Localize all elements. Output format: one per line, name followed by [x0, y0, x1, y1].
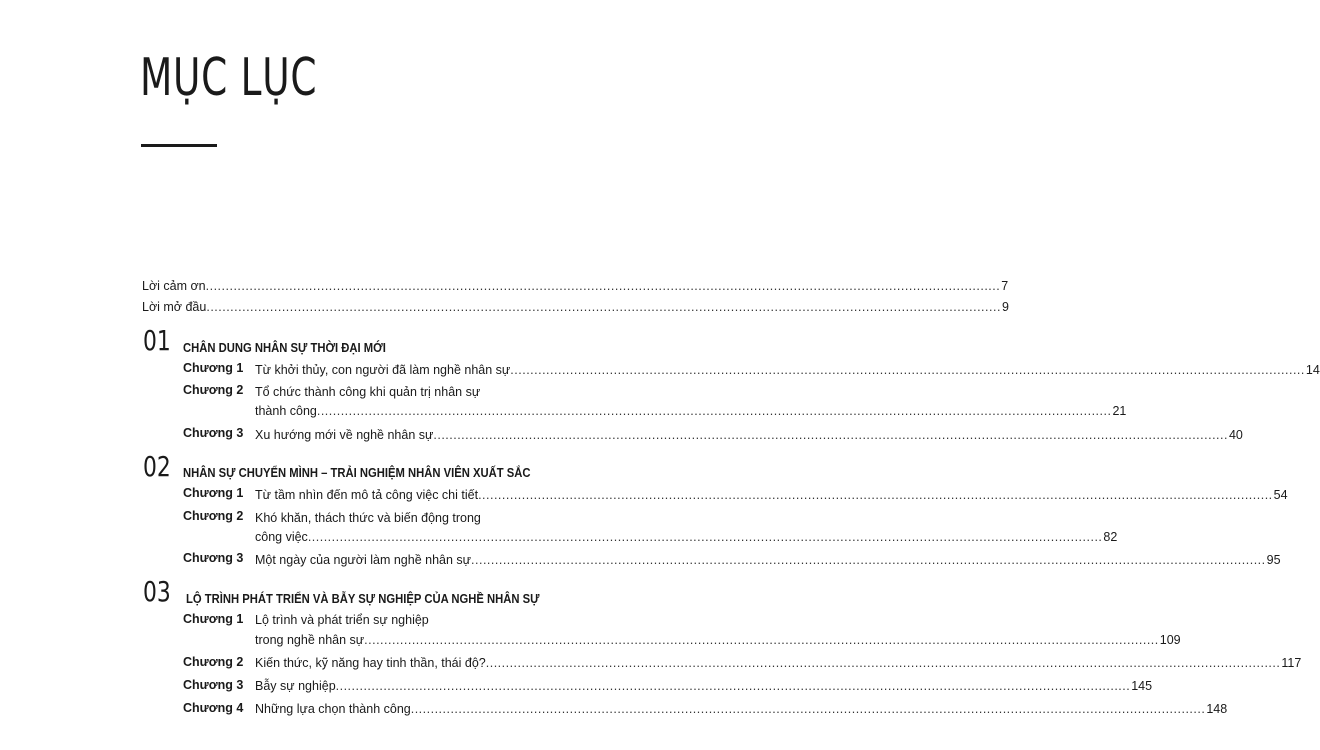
chapter-label: Chương 3: [183, 678, 244, 692]
entry-label: Lời mở đầu: [142, 300, 207, 314]
leader-dots: ........................................................................................................................................................................................................: [316, 404, 1112, 418]
toc-entry-chapter[interactable]: [255, 530, 1118, 544]
page-title: MỤC LỤC: [140, 48, 318, 108]
leader-dots: ........................................................................................................................................................................................................: [206, 300, 1001, 314]
chapter-title: Từ khởi thủy, con người đã làm nghề nhân sự: [255, 363, 511, 377]
leader-dots: ........................................................................................................................................................................................................: [471, 553, 1266, 567]
chapter-label: Chương 1: [183, 612, 244, 626]
chapter-label: Chương 3: [183, 551, 244, 565]
leader-dots: ........................................................................................................................................................................................................: [485, 656, 1281, 670]
chapter-label: Chương 3: [183, 426, 244, 440]
title-underline: [141, 144, 217, 147]
chapter-title-cont: trong nghề nhân sự: [255, 633, 365, 647]
part-number: 01: [143, 324, 171, 357]
leader-dots: ........................................................................................................................................................................................................: [335, 679, 1131, 693]
chapter-title: Những lựa chọn thành công: [255, 702, 411, 716]
toc-entry-introduction[interactable]: [142, 300, 1009, 314]
chapter-title: Xu hướng mới về nghề nhân sự: [255, 428, 434, 442]
chapter-label: Chương 1: [183, 486, 244, 500]
entry-page: 14: [1305, 363, 1320, 377]
toc-entry-acknowledgements[interactable]: [142, 279, 1009, 293]
chapter-title[interactable]: Tổ chức thành công khi quản trị nhân sự: [255, 385, 481, 399]
toc-entry-chapter[interactable]: [255, 428, 1243, 442]
toc-entry-chapter[interactable]: [255, 679, 1153, 693]
entry-page: 40: [1228, 428, 1243, 442]
chapter-title[interactable]: Lộ trình và phát triển sự nghiệp: [255, 613, 429, 627]
chapter-title[interactable]: Khó khăn, thách thức và biến động trong: [255, 511, 481, 525]
chapter-label: Chương 4: [183, 701, 244, 715]
chapter-label: Chương 1: [183, 361, 244, 375]
entry-page: 95: [1266, 553, 1281, 567]
toc-entry-chapter[interactable]: [255, 553, 1281, 567]
chapter-label: Chương 2: [183, 383, 244, 397]
entry-page: 82: [1103, 530, 1118, 544]
part-number: 03: [143, 575, 171, 608]
chapter-title-cont: công việc: [255, 530, 308, 544]
part-title: LỘ TRÌNH PHÁT TRIỂN VÀ BẪY SỰ NGHIỆP CỦA NGHỀ NHÂN SỰ: [186, 592, 540, 606]
leader-dots: ........................................................................................................................................................................................................: [478, 488, 1273, 502]
leader-dots: ........................................................................................................................................................................................................: [510, 363, 1305, 377]
chapter-title: Bẫy sự nghiệp: [255, 679, 336, 693]
toc-entry-chapter[interactable]: [255, 656, 1302, 670]
part-title: NHÂN SỰ CHUYỂN MÌNH – TRẢI NGHIỆM NHÂN VIÊN XUẤT SẮC: [183, 466, 531, 480]
part-number: 02: [143, 450, 171, 483]
toc-entry-chapter[interactable]: [255, 404, 1127, 418]
toc-entry-chapter[interactable]: [255, 488, 1288, 502]
entry-page: 7: [1001, 279, 1009, 293]
entry-label: Lời cảm ơn: [142, 279, 206, 293]
leader-dots: ........................................................................................................................................................................................................: [205, 279, 1001, 293]
chapter-title-cont: thành công: [255, 404, 317, 418]
chapter-label: Chương 2: [183, 655, 244, 669]
entry-page: 109: [1159, 633, 1181, 647]
entry-page: 9: [1001, 300, 1009, 314]
chapter-title: Kiến thức, kỹ năng hay tinh thần, thái độ?: [255, 656, 486, 670]
toc-entry-chapter[interactable]: [255, 702, 1228, 716]
toc-entry-chapter[interactable]: [255, 363, 1320, 377]
leader-dots: ........................................................................................................................................................................................................: [410, 702, 1206, 716]
entry-page: 54: [1273, 488, 1288, 502]
entry-page: 21: [1112, 404, 1127, 418]
entry-page: 148: [1206, 702, 1228, 716]
leader-dots: ........................................................................................................................................................................................................: [364, 633, 1159, 647]
entry-page: 117: [1281, 656, 1302, 670]
part-title: CHÂN DUNG NHÂN SỰ THỜI ĐẠI MỚI: [183, 341, 386, 355]
leader-dots: ........................................................................................................................................................................................................: [433, 428, 1228, 442]
chapter-title: Một ngày của người làm nghề nhân sự: [255, 553, 472, 567]
toc-entry-chapter[interactable]: [255, 633, 1181, 647]
chapter-title: Từ tầm nhìn đến mô tả công việc chi tiết: [255, 488, 479, 502]
chapter-label: Chương 2: [183, 509, 244, 523]
entry-page: 145: [1131, 679, 1153, 693]
leader-dots: ........................................................................................................................................................................................................: [307, 530, 1103, 544]
